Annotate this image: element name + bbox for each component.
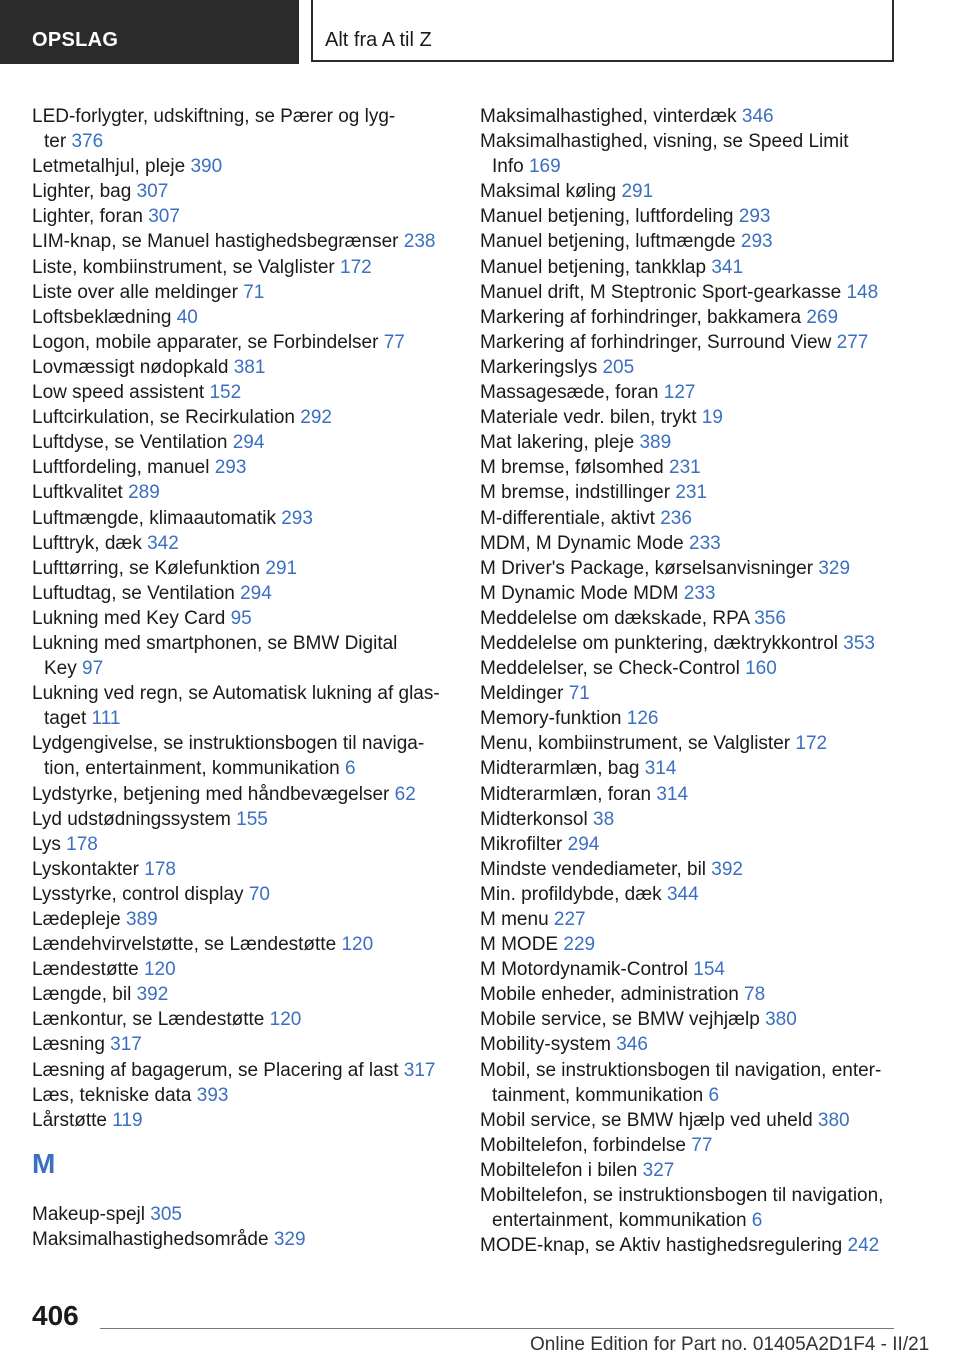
index-page-link[interactable]: 160: [745, 658, 777, 680]
index-page-link[interactable]: 77: [691, 1134, 713, 1156]
index-page-link[interactable]: 155: [236, 808, 268, 830]
index-page-link[interactable]: 380: [817, 1109, 850, 1131]
index-entry-text: Luftdyse, se Ventilation: [32, 432, 228, 454]
index-entry-text: M bremse, indstillinger: [480, 482, 671, 504]
index-entry: [32, 430, 457, 455]
index-entry: [480, 179, 905, 204]
index-page-link[interactable]: 242: [847, 1235, 880, 1257]
index-page-link[interactable]: 307: [136, 181, 169, 203]
index-page-link[interactable]: 127: [663, 382, 696, 404]
index-page-link[interactable]: 317: [110, 1034, 142, 1056]
index-page-link[interactable]: 178: [144, 858, 176, 880]
index-entry: [32, 1083, 457, 1108]
index-page-link[interactable]: 294: [240, 582, 272, 604]
index-entry: [480, 957, 905, 982]
index-entry-text: Materiale vedr. bilen, trykt: [480, 407, 697, 429]
index-page-link[interactable]: 291: [621, 181, 654, 203]
index-entry-text: Manuel betjening, luftfordeling: [480, 206, 734, 228]
index-entry-text: Manuel betjening, luftmængde: [480, 231, 736, 253]
index-entry-text: Læsning: [32, 1034, 105, 1056]
index-entry: [32, 807, 457, 832]
index-entry-text: Mikrofilter: [480, 833, 563, 855]
index-entry-text: Lukning ved regn, se Automatisk lukning af glas-: [32, 683, 440, 705]
index-entry: [32, 305, 457, 330]
index-entry-text: Mobiltelefon, forbindelse: [480, 1134, 686, 1156]
index-entry-text: Markering af forhindringer, Surround View: [480, 331, 832, 353]
index-page-link[interactable]: 205: [602, 356, 635, 378]
index-entry-text: M menu: [480, 909, 549, 930]
index-entry-text: Liste, kombiinstrument, se Valglister: [32, 256, 335, 278]
index-entry-text: Midterkonsol: [480, 808, 588, 830]
index-entry: [32, 631, 457, 681]
index-entry: [32, 1227, 457, 1252]
footer-edition: Online Edition for Part no. 01405A2D1F4 - II/21: [530, 1334, 930, 1355]
index-entry: [32, 506, 457, 531]
index-entry: [32, 204, 457, 229]
index-page-link[interactable]: 353: [843, 632, 875, 654]
index-entry-text: Manuel betjening, tankklap: [480, 256, 707, 278]
index-entry-text: Key: [44, 658, 77, 680]
index-page-link[interactable]: 71: [243, 281, 265, 303]
index-entry-text: Lyd udstødningssystem: [32, 808, 231, 830]
index-entry-text: M bremse, følsomhed: [480, 457, 664, 479]
index-entry: [32, 556, 457, 581]
index-page-link[interactable]: 148: [846, 281, 879, 303]
index-page-link[interactable]: 344: [666, 883, 699, 905]
footer-rule: [100, 1328, 894, 1329]
index-entry-text: Mobiltelefon, se instruktionsbogen til navigation,: [480, 1185, 884, 1207]
index-page-link[interactable]: 231: [675, 482, 708, 504]
index-entry-text: Info: [492, 156, 524, 178]
index-entry: [480, 932, 905, 957]
index-entry: [32, 1108, 457, 1133]
index-entry: [480, 531, 905, 556]
index-page-link[interactable]: 233: [683, 582, 716, 604]
index-entry: [32, 405, 457, 430]
index-page-link[interactable]: 6: [751, 1210, 763, 1232]
index-entry-text: Lovmæssigt nødopkald: [32, 356, 229, 378]
index-entry: [480, 104, 905, 129]
index-entry-text: Lighter, foran: [32, 206, 143, 228]
index-entry: [480, 982, 905, 1007]
index-entry-text: Mobile service, se BMW vejhjælp: [480, 1009, 760, 1031]
index-page-link[interactable]: 71: [568, 683, 590, 705]
index-entry-text: M Dynamic Mode MDM: [480, 582, 679, 604]
index-entry-text: M Driver's Package, kørselsanvisninger: [480, 557, 814, 579]
index-page-link[interactable]: 376: [71, 131, 104, 153]
index-entry: [32, 255, 457, 280]
index-page-link[interactable]: 390: [190, 156, 223, 178]
index-page-link[interactable]: 178: [66, 833, 98, 855]
index-page-link[interactable]: 111: [91, 708, 121, 730]
index-entry: [480, 1158, 905, 1183]
index-page-link[interactable]: 329: [818, 557, 851, 579]
index-page-link[interactable]: 6: [708, 1084, 720, 1106]
index-page-link[interactable]: 294: [567, 833, 600, 855]
index-page-link[interactable]: 70: [248, 883, 270, 905]
index-entry: [480, 305, 905, 330]
index-page-link[interactable]: 172: [340, 256, 372, 278]
index-page-link[interactable]: 289: [128, 482, 160, 504]
index-entry-text: Mobiltelefon i bilen: [480, 1159, 638, 1181]
index-entry-text: LIM-knap, se Manuel hastighedsbegrænser: [32, 231, 399, 253]
index-entry: [32, 355, 457, 380]
index-entry: [480, 857, 905, 882]
index-page-link[interactable]: 380: [765, 1009, 797, 1031]
index-entry-text: Markeringslys: [480, 356, 598, 378]
index-page-link[interactable]: 62: [394, 783, 416, 805]
index-entry-text: Længde, bil: [32, 984, 132, 1006]
index-page-link[interactable]: 346: [741, 106, 774, 127]
index-page-link[interactable]: 238: [403, 231, 436, 253]
index-entry: [32, 857, 457, 882]
index-entry-text: Luftcirkulation, se Recirkulation: [32, 407, 295, 429]
index-entry-text: Midterarmlæn, foran: [480, 783, 652, 805]
index-entry: [32, 455, 457, 480]
index-page-link[interactable]: 231: [669, 457, 701, 479]
index-entry: [32, 882, 457, 907]
index-entry: [32, 1202, 457, 1227]
index-entry-text: Luftkvalitet: [32, 482, 123, 504]
index-entry-text: Meddelelser, se Check-Control: [480, 658, 740, 680]
index-entry-text: Maksimalhastighedsområde: [32, 1228, 269, 1250]
index-entry-text: Min. profildybde, dæk: [480, 883, 662, 905]
index-entry-text: Maksimalhastighed, vinterdæk: [480, 106, 737, 127]
index-page-link[interactable]: 392: [711, 858, 743, 880]
index-page-link[interactable]: 392: [136, 984, 169, 1006]
header-section-label: OPSLAG: [32, 29, 119, 51]
index-entry: [480, 430, 905, 455]
index-page-link[interactable]: 236: [660, 507, 692, 529]
index-entry-text: Lighter, bag: [32, 181, 132, 203]
index-entry-text: M MODE: [480, 934, 559, 956]
index-entry: [32, 1007, 457, 1032]
index-entry: [480, 255, 905, 280]
index-entry-text: Memory-funktion: [480, 708, 622, 730]
index-entry-text: Lyskontakter: [32, 858, 140, 880]
index-entry: [480, 129, 905, 179]
index-entry-text: Meddelelse om punktering, dæktrykkontrol: [480, 632, 839, 654]
index-entry-text: Mobil, se instruktionsbogen til navigation, enter-: [480, 1059, 882, 1081]
index-page-link[interactable]: 389: [639, 432, 672, 454]
index-entry-text: ter: [44, 131, 67, 153]
index-page-link[interactable]: 120: [269, 1009, 302, 1031]
index-page-link[interactable]: 126: [626, 708, 659, 730]
index-entry: [480, 756, 905, 781]
index-entry: [480, 807, 905, 832]
index-entry-text: Manuel drift, M Steptronic Sport-gearkasse: [480, 281, 842, 303]
index-page-link[interactable]: 97: [82, 658, 104, 680]
index-entry-text: Lysstyrke, control display: [32, 883, 244, 905]
index-page-link[interactable]: 120: [143, 959, 176, 981]
index-entry: [32, 581, 457, 606]
index-entry: [480, 1108, 905, 1133]
index-entry: [480, 1032, 905, 1057]
index-entry: [480, 480, 905, 505]
index-entry: [480, 832, 905, 857]
index-page-link[interactable]: 77: [383, 331, 405, 353]
index-entry: [32, 1032, 457, 1057]
index-column-left: [32, 104, 457, 1252]
index-page-link[interactable]: 269: [806, 306, 839, 328]
index-entry-text: M-differentiale, aktivt: [480, 507, 655, 529]
index-page-link[interactable]: 291: [265, 557, 298, 579]
index-page-link[interactable]: 6: [345, 758, 356, 780]
index-entry: [480, 280, 905, 305]
index-page-link[interactable]: 233: [689, 532, 721, 554]
index-entry-text: Luftmængde, klimaautomatik: [32, 507, 276, 529]
index-column-right: [480, 104, 905, 1258]
index-entry-text: entertainment, kommunikation: [492, 1210, 747, 1232]
index-entry: [480, 405, 905, 430]
index-entry: [32, 179, 457, 204]
index-entry-text: Logon, mobile apparater, se Forbindelser: [32, 331, 379, 353]
index-entry: [480, 606, 905, 631]
index-entry: [32, 380, 457, 405]
index-page-link[interactable]: 381: [233, 356, 266, 378]
index-page-link[interactable]: 172: [795, 733, 828, 755]
index-entry: [480, 229, 905, 254]
index-entry: [480, 631, 905, 656]
index-entry-text: Markering af forhindringer, bakkamera: [480, 306, 802, 328]
index-entry-text: Mobil service, se BMW hjælp ved uheld: [480, 1109, 813, 1131]
index-page-link[interactable]: 40: [176, 306, 198, 328]
index-entry-text: Lændestøtte: [32, 959, 139, 981]
index-page-link[interactable]: 346: [616, 1034, 648, 1056]
index-entry-text: Meddelelse om dækskade, RPA: [480, 607, 749, 629]
index-entry-text: Lændehvirvelstøtte, se Lændestøtte: [32, 934, 337, 956]
index-entry: [480, 204, 905, 229]
index-entry-text: Læs, tekniske data: [32, 1084, 192, 1106]
index-entry-text: Lydgengivelse, se instruktionsbogen til naviga-: [32, 733, 425, 755]
index-entry: [480, 581, 905, 606]
header-title: Alt fra A til Z: [325, 29, 432, 51]
index-page-link[interactable]: 78: [744, 984, 766, 1006]
index-entry: [480, 506, 905, 531]
page-number: 406: [32, 1300, 79, 1331]
index-page-link[interactable]: 293: [738, 206, 771, 228]
index-page-link[interactable]: 307: [148, 206, 180, 228]
index-entry: [480, 355, 905, 380]
index-page-link[interactable]: 95: [230, 607, 252, 629]
index-entry-text: Maksimalhastighed, visning, se Speed Limit: [480, 131, 849, 153]
index-entry-text: taget: [44, 708, 87, 730]
index-entry: [480, 706, 905, 731]
index-entry: [32, 531, 457, 556]
index-entry-text: Læsning af bagagerum, se Placering af last: [32, 1059, 399, 1081]
index-entry: [480, 882, 905, 907]
index-entry: [480, 1058, 905, 1108]
index-page-link[interactable]: 293: [214, 457, 247, 479]
index-entry: [32, 731, 457, 781]
index-entry: [480, 1133, 905, 1158]
index-entry-text: tion, entertainment, kommunikation: [44, 758, 340, 780]
index-entry: [32, 606, 457, 631]
index-page-link[interactable]: 119: [112, 1109, 143, 1131]
index-entry-text: M Motordynamik-Control: [480, 959, 688, 981]
index-entry-text: Liste over alle meldinger: [32, 281, 238, 303]
index-entry: [480, 556, 905, 581]
index-entry-text: Lænkontur, se Lændestøtte: [32, 1009, 265, 1031]
index-entry: [480, 380, 905, 405]
header-title-box: [311, 0, 894, 62]
index-page-link[interactable]: 19: [701, 407, 723, 429]
index-entry-text: Lydstyrke, betjening med håndbevægelser: [32, 783, 390, 805]
index-entry: [480, 656, 905, 681]
index-entry: [32, 154, 457, 179]
index-entry: [480, 681, 905, 706]
index-entry-text: Letmetalhjul, pleje: [32, 156, 186, 178]
index-page-link[interactable]: 393: [196, 1084, 229, 1106]
index-entry: [32, 330, 457, 355]
index-page-link[interactable]: 152: [209, 382, 242, 404]
index-entry-text: Lys: [32, 833, 61, 855]
index-entry: [32, 832, 457, 857]
index-letter-heading: M: [32, 1147, 56, 1179]
index-entry: [480, 1007, 905, 1032]
index-entry-text: Luftudtag, se Ventilation: [32, 582, 235, 604]
index-entry-text: Meldinger: [480, 683, 564, 705]
index-entry: [32, 957, 457, 982]
index-page-link[interactable]: 154: [693, 959, 725, 981]
index-entry-text: Lædepleje: [32, 909, 121, 930]
index-entry-text: Midterarmlæn, bag: [480, 758, 640, 780]
header-section-tab: [0, 0, 299, 64]
index-entry-text: Lufttryk, dæk: [32, 532, 142, 554]
index-entry-text: Mindste vendediameter, bil: [480, 858, 707, 880]
index-entry: [32, 104, 457, 154]
index-page-link[interactable]: 169: [528, 156, 561, 178]
index-entry: [480, 782, 905, 807]
index-page-link[interactable]: 120: [341, 934, 374, 956]
index-entry-text: Menu, kombiinstrument, se Valglister: [480, 733, 791, 755]
index-entry: [32, 280, 457, 305]
index-page-link[interactable]: 341: [711, 256, 744, 278]
index-entry: [480, 1183, 905, 1233]
index-entry-text: Lufttørring, se Kølefunktion: [32, 557, 261, 579]
index-page-link[interactable]: 38: [593, 808, 615, 830]
index-entry-text: Loftsbeklædning: [32, 306, 172, 328]
index-page-link[interactable]: 305: [150, 1203, 182, 1225]
index-page-link[interactable]: 329: [273, 1228, 306, 1250]
index-entry: [32, 932, 457, 957]
index-page-link[interactable]: 292: [300, 407, 332, 429]
index-page-link[interactable]: 229: [563, 934, 596, 956]
index-page-link[interactable]: 293: [740, 231, 773, 253]
index-page-link[interactable]: 227: [553, 909, 586, 930]
index-page-link[interactable]: 342: [147, 532, 179, 554]
index-entry: [480, 455, 905, 480]
index-entry-text: Mobile enheder, administration: [480, 984, 739, 1006]
index-entry-text: MDM, M Dynamic Mode: [480, 532, 684, 554]
index-entry-text: Mat lakering, pleje: [480, 432, 635, 454]
index-entry-text: MODE-knap, se Aktiv hastighedsregulering: [480, 1235, 843, 1257]
index-entry-text: Lukning med smartphonen, se BMW Digital: [32, 632, 398, 654]
index-entry-text: LED-forlygter, udskiftning, se Pærer og lyg-: [32, 106, 396, 127]
index-entry: [32, 782, 457, 807]
index-entry: [32, 229, 457, 254]
index-entry-text: tainment, kommunikation: [492, 1084, 704, 1106]
index-entry-text: Lårstøtte: [32, 1109, 107, 1131]
index-page-link[interactable]: 293: [281, 507, 313, 529]
index-entry-text: Low speed assistent: [32, 382, 205, 404]
index-page-link[interactable]: 294: [232, 432, 265, 454]
index-page-link[interactable]: 317: [403, 1059, 436, 1081]
index-entry-text: Mobility-system: [480, 1034, 611, 1056]
index-entry: [32, 681, 457, 731]
index-entry-text: Makeup-spejl: [32, 1203, 145, 1225]
index-page-link[interactable]: 277: [836, 331, 869, 353]
index-entry: [480, 907, 905, 932]
index-entry: [32, 480, 457, 505]
index-page-link[interactable]: 314: [644, 758, 677, 780]
index-entry: [480, 731, 905, 756]
index-page-link[interactable]: 327: [642, 1159, 675, 1181]
index-entry: [480, 1233, 905, 1258]
index-entry-text: Luftfordeling, manuel: [32, 457, 210, 479]
index-entry: [32, 1058, 457, 1083]
index-entry-text: Lukning med Key Card: [32, 607, 226, 629]
index-page-link[interactable]: 389: [126, 909, 158, 930]
index-entry: [32, 907, 457, 932]
index-entry-text: Maksimal køling: [480, 181, 617, 203]
index-page-link[interactable]: 314: [656, 783, 689, 805]
index-entry-text: Massagesæde, foran: [480, 382, 659, 404]
index-entry: [32, 982, 457, 1007]
index-entry: [480, 330, 905, 355]
index-page-link[interactable]: 356: [754, 607, 786, 629]
